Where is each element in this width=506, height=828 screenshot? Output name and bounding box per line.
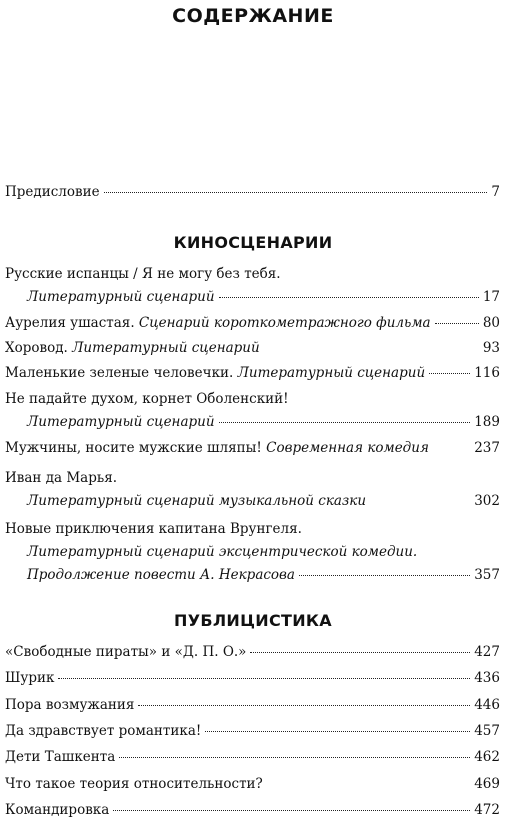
dot-leader [299,575,470,576]
dot-leader [219,422,471,423]
dot-leader [138,705,470,706]
toc-entry-title: Предисловие [5,184,100,200]
page-number: 472 [474,802,500,818]
toc-entry: Да здравствует романтика! 457 [5,720,500,742]
toc-entry-title-line: Новые приключения капитана Врунгеля. [5,521,302,537]
toc-entry: Дети Ташкента 462 [5,746,500,768]
toc-entry-subtitle-line: Литературный сценарий эксцентрической комедии. [27,544,418,560]
section-heading-journalism: ПУБЛИЦИСТИКА [174,611,332,630]
toc-entry-title-line: Не падайте духом, корнет Оболенский! [5,391,289,407]
dot-leader [58,678,470,679]
page-number: 237 [474,440,500,456]
page-number: 469 [474,776,500,792]
page-number: 427 [474,644,500,660]
toc-entry: Пора возмужания 446 [5,694,500,716]
page-number: 80 [482,315,500,331]
page-number: 457 [474,723,500,739]
page-number: 116 [474,365,500,381]
toc-entry: Хоровод. Литературный сценарий 93 [5,337,500,359]
toc-entry-subtitle-line: Литературный сценарий 17 [27,286,500,308]
toc-entry: Что такое теория относительности? 469 [5,773,500,795]
page-number: 93 [482,340,500,356]
page-number: 17 [482,289,500,305]
toc-entry: Командировка 472 [5,799,500,821]
dot-leader [104,192,488,193]
page-number: 302 [474,493,500,509]
toc-entry: Шурик 436 [5,667,500,689]
section-heading-screenplays: КИНОСЦЕНАРИИ [173,233,333,252]
page-title: СОДЕРЖАНИЕ [172,5,334,27]
page-number: 7 [491,184,500,200]
page-number: 462 [474,749,500,765]
dot-leader [429,373,470,374]
toc-entry: Аурелия ушастая. Сценарий короткометражного фильма 80 [5,312,500,334]
page-number: 446 [474,697,500,713]
page-number: 357 [474,567,500,583]
toc-entry-preface [5,181,500,203]
toc-entry: Маленькие зеленые человечки. Литературный сценарий 116 [5,362,500,384]
dot-leader [205,731,470,732]
page-number: 189 [474,414,500,430]
page-number: 436 [474,670,500,686]
dot-leader [219,297,479,298]
toc-entry-title-line: Русские испанцы / Я не могу без тебя. [5,266,281,282]
toc-entry-subtitle-line: Продолжение повести А. Некрасова 357 [27,564,500,586]
dot-leader [250,652,470,653]
toc-entry: Мужчины, носите мужские шляпы! Современная комедия 237 [5,437,500,459]
toc-entry-title-line: Иван да Марья. [5,470,118,486]
toc-entry: «Свободные пираты» и «Д. П. О.» 427 [5,641,500,663]
dot-leader [435,323,479,324]
toc-entry-subtitle-line: Литературный сценарий 189 [27,411,500,433]
dot-leader [119,757,470,758]
toc-entry-subtitle-line: Литературный сценарий музыкальной сказки 302 [27,490,500,512]
dot-leader [113,810,470,811]
